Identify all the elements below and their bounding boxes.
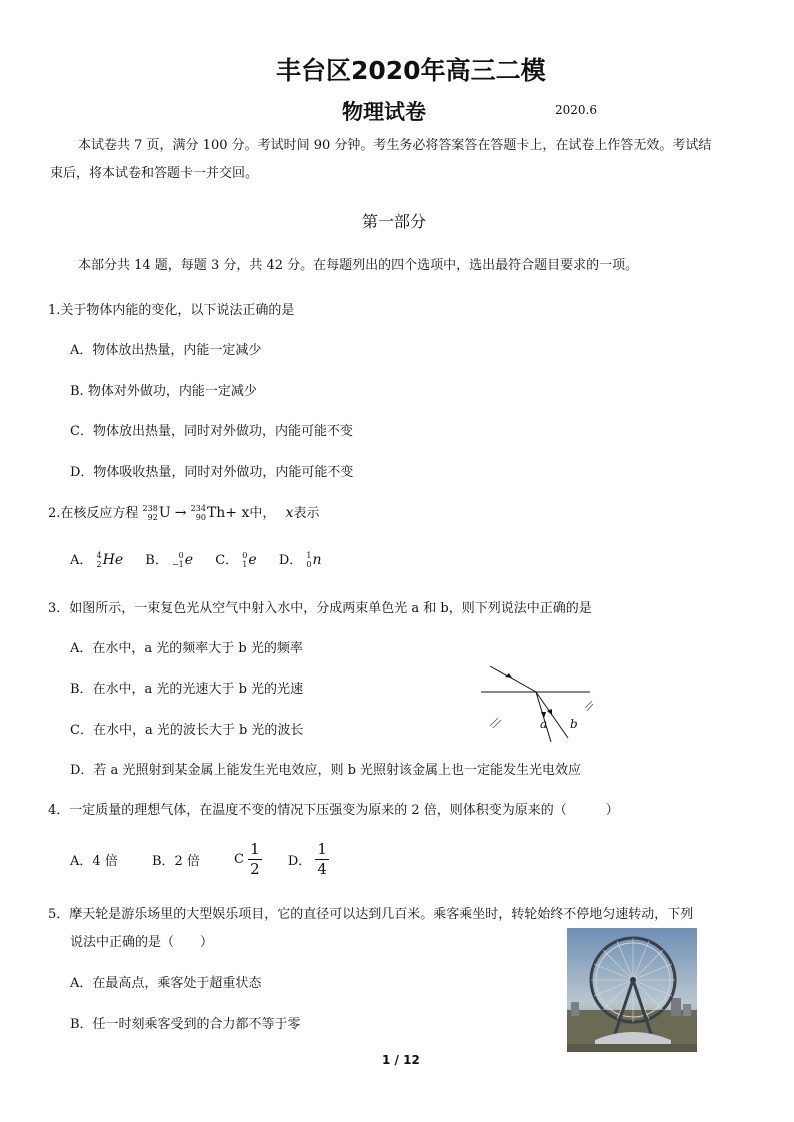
q5-stem-line-1: 5．摩天轮是游乐场里的大型娱乐项目，它的直径可以达到几百米。乘客乘坐时，转轮始终不停地匀速转动，下列 xyxy=(48,907,694,922)
q1-option-b: B. 物体对外做功，内能一定减少 xyxy=(70,384,257,399)
q2-option-c-letter: C． xyxy=(215,553,239,568)
intro-line-2: 束后，将本试卷和答题卡一并交回。 xyxy=(50,166,259,181)
fraction-one-half: $\frac{1}{2}$ xyxy=(250,840,260,878)
uranium-nuclide xyxy=(143,504,171,522)
reaction-arrow: → xyxy=(174,505,187,521)
q2-stem-prefix: 2.在核反应方程 xyxy=(48,506,139,521)
q2-stem-mid: 中， xyxy=(249,506,276,521)
q3-option-b: B．在水中，a 光的光速大于 b 光的光速 xyxy=(70,682,304,697)
building-3 xyxy=(683,1004,691,1016)
q2-a-number: 2 xyxy=(96,560,102,569)
label-a: a xyxy=(540,717,548,731)
u-mass: 238 xyxy=(142,504,158,513)
q3-stem: 3．如图所示，一束复色光从空气中射入水中，分成两束单色光 a 和 b，则下列说法中正确的是 xyxy=(48,601,592,616)
building-2 xyxy=(671,998,681,1016)
q2-option-d-letter: D． xyxy=(278,553,303,568)
q5-option-b: B．任一时刻乘客受到的合力都不等于零 xyxy=(70,1017,301,1032)
q2-option-b xyxy=(145,553,197,568)
label-b: b xyxy=(570,717,578,731)
q2-d-symbol: n xyxy=(312,552,322,568)
intro-line-1: 本试卷共 7 页，满分 100 分。考试时间 90 分钟。考生务必将答案答在答题卡上，在试卷上作答无效。考试结 xyxy=(78,138,712,153)
plus-x: + x xyxy=(225,505,250,521)
q2-option-c xyxy=(215,553,261,568)
hatch-left-2 xyxy=(493,720,501,728)
ray-b-arrow-icon xyxy=(547,709,552,715)
incident-ray xyxy=(490,666,536,692)
q2-b-mass: 0 xyxy=(178,551,184,560)
q4-option-b: B．2 倍 xyxy=(151,854,200,869)
part-title: 第一部分 xyxy=(362,212,427,231)
q5-option-a: A．在最高点，乘客处于超重状态 xyxy=(70,976,262,991)
q2-c-symbol: e xyxy=(248,552,257,568)
q4-option-d-letter: D． xyxy=(287,854,312,869)
th-mass: 234 xyxy=(190,504,206,513)
q2-option-d xyxy=(279,553,322,568)
thorium-nuclide xyxy=(191,504,226,522)
q1-option-c: C．物体放出热量，同时对外做功，内能可能不变 xyxy=(70,424,353,439)
exam-date: 2020.6 xyxy=(555,103,597,117)
q3-option-c: C．在水中，a 光的波长大于 b 光的波长 xyxy=(70,723,304,738)
q1-stem: 1.关于物体内能的变化，以下说法正确的是 xyxy=(48,303,295,318)
page-number: 1 / 12 xyxy=(382,1053,420,1067)
q4-options xyxy=(70,840,329,879)
q2-a-mass: 4 xyxy=(96,551,102,560)
exam-title: 丰台区2020年高三二模 xyxy=(276,56,546,85)
part-instruction: 本部分共 14 题，每题 3 分，共 42 分。在每题列出的四个选项中，选出最符合题目要求的一项。 xyxy=(78,258,639,273)
q5-stem-line-2: 说法中正确的是（ ） xyxy=(70,935,214,950)
refraction-diagram xyxy=(478,660,593,745)
q2-a-symbol: He xyxy=(102,552,124,568)
q2-c-number: 1 xyxy=(242,560,248,569)
q2-option-b-letter: B． xyxy=(145,553,168,568)
fraction-one-quarter: $\frac{1}{4}$ xyxy=(317,840,327,878)
building-1 xyxy=(571,1002,579,1016)
q2-options xyxy=(70,549,322,569)
foreground-ground xyxy=(567,1044,697,1052)
q2-c-mass: 0 xyxy=(242,551,248,560)
q4-option-c xyxy=(234,840,262,879)
u-number: 92 xyxy=(147,513,158,522)
q2-option-a xyxy=(70,553,127,568)
th-symbol: Th xyxy=(206,505,226,521)
u-symbol: U xyxy=(158,505,171,521)
q1-option-d: D．物体吸收热量，同时对外做功，内能可能不变 xyxy=(70,465,354,480)
q4-option-c-letter: C xyxy=(234,852,244,867)
q1-option-a: A．物体放出热量，内能一定减少 xyxy=(70,343,262,358)
q2-option-a-letter: A． xyxy=(70,553,93,568)
q4-option-a: A．4 倍 xyxy=(70,854,118,869)
x-variable: x xyxy=(285,505,294,521)
q2-d-mass: 1 xyxy=(306,551,312,560)
q3-option-d: D．若 a 光照射到某金属上能发生光电效应，则 b 光照射该金属上也一定能发生光电效应 xyxy=(70,763,582,778)
exam-subtitle: 物理试卷 xyxy=(342,100,426,124)
q3-option-a: A．在水中，a 光的频率大于 b 光的频率 xyxy=(70,641,303,656)
q4-option-d xyxy=(288,840,329,879)
q2-b-symbol: e xyxy=(184,552,194,568)
q4-stem: 4．一定质量的理想气体，在温度不变的情况下压强变为原来的 2 倍，则体积变为原来的（ ） xyxy=(48,803,619,818)
q2-d-number: 0 xyxy=(306,560,312,569)
ferris-wheel-photo xyxy=(567,928,697,1052)
q2-stem-suffix: 表示 xyxy=(293,506,320,521)
th-number: 90 xyxy=(195,513,206,522)
hatch-left-1 xyxy=(490,718,498,726)
q2-stem xyxy=(48,502,319,522)
q2-b-number: −1 xyxy=(171,560,184,569)
